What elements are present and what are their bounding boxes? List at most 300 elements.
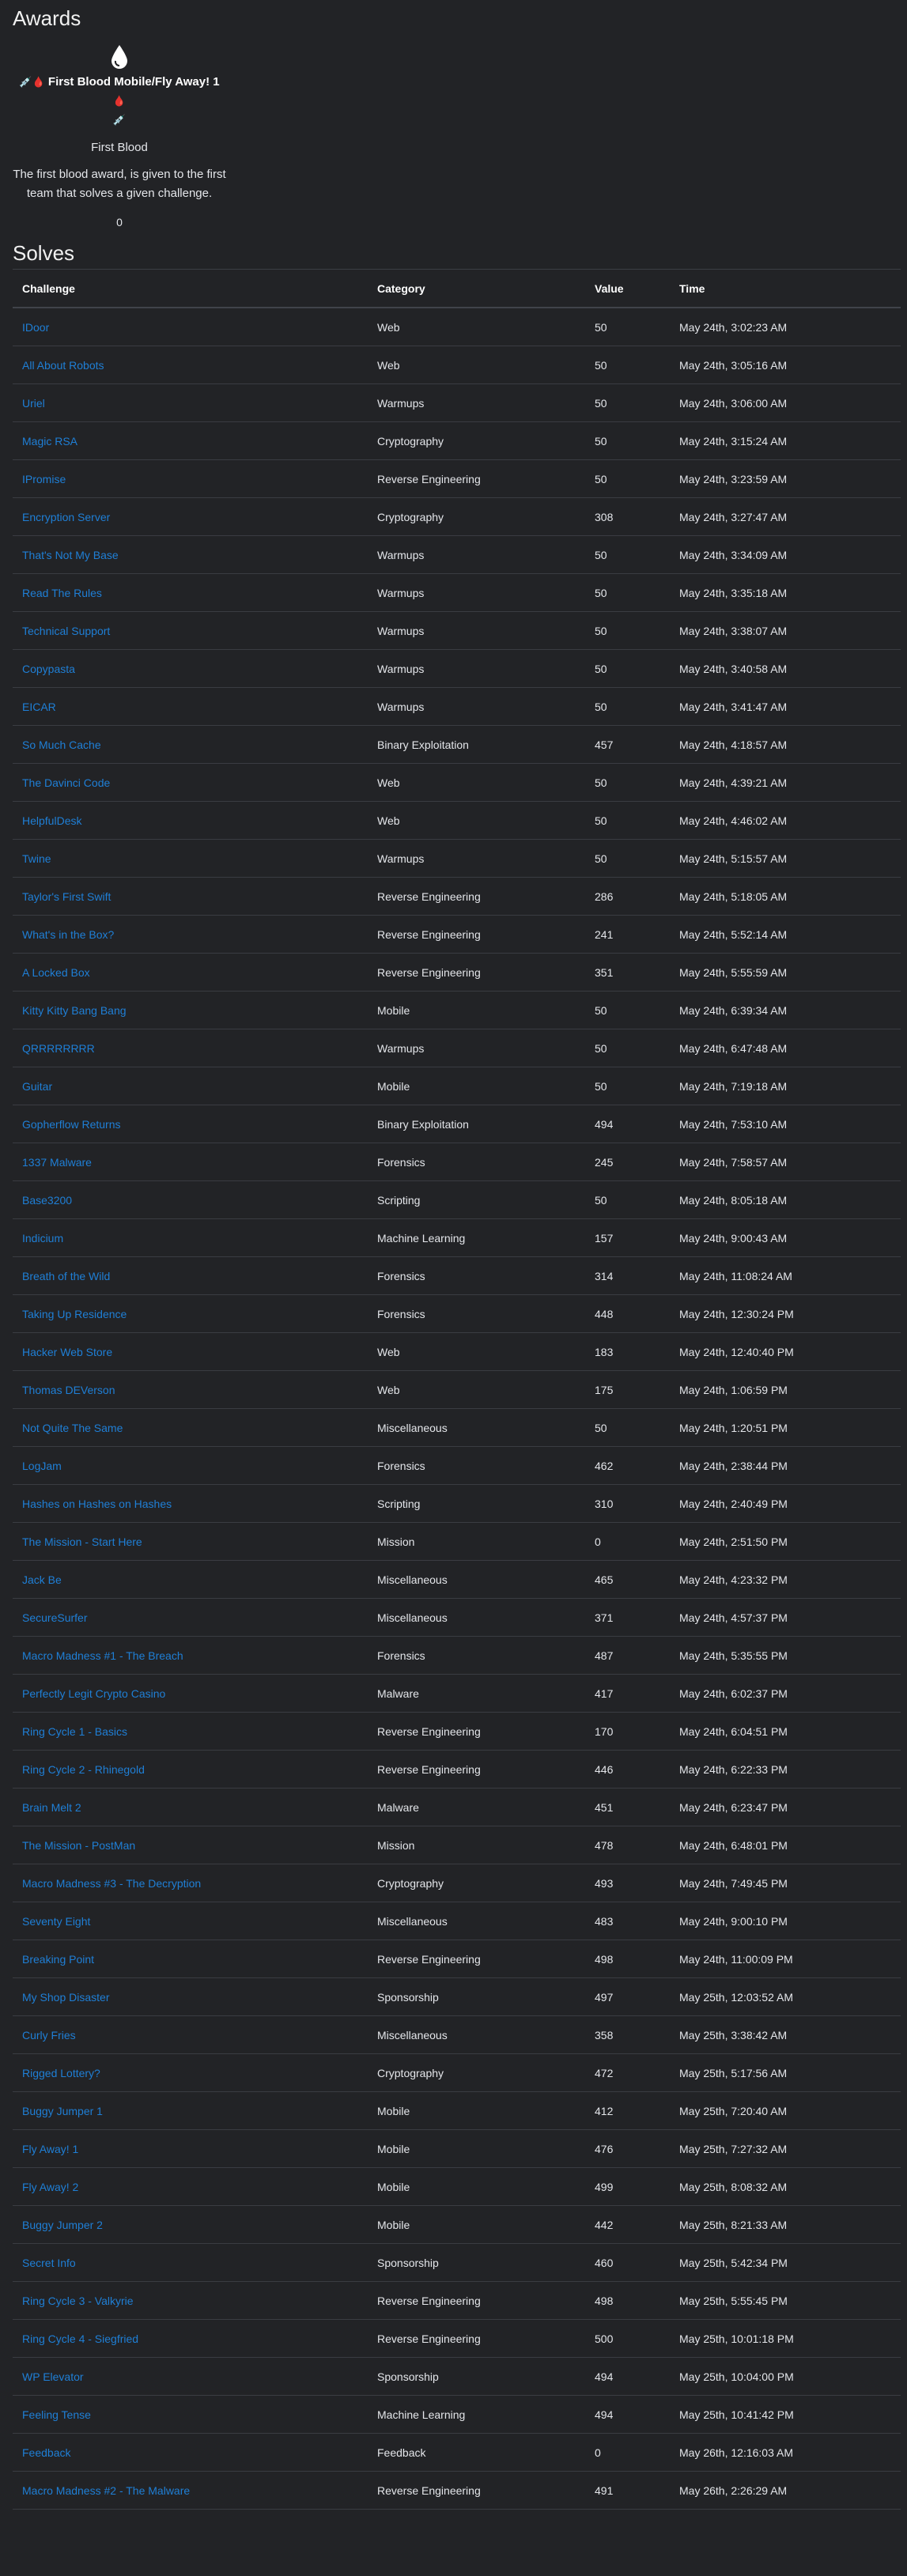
table-row — [13, 346, 901, 384]
challenge-link[interactable]: The Mission - Start Here — [22, 1535, 142, 1548]
challenge-link[interactable]: Seventy Eight — [22, 1914, 91, 1928]
column-header-challenge: Challenge — [13, 270, 368, 308]
value-cell: 487 — [595, 1649, 614, 1662]
value-column-cell — [585, 1067, 670, 1105]
time-column-cell — [670, 2244, 901, 2282]
value-column-cell — [585, 2434, 670, 2472]
value-column-cell — [585, 1561, 670, 1599]
value-cell: 462 — [595, 1459, 614, 1472]
blood-icon: 🩸 — [112, 95, 127, 107]
award-card — [13, 43, 226, 231]
value-cell: 0 — [595, 1535, 601, 1548]
value-cell: 498 — [595, 2294, 614, 2307]
challenge-link[interactable]: Jack Be — [22, 1573, 62, 1586]
value-column-cell — [585, 1902, 670, 1940]
challenge-link[interactable]: Breath of the Wild — [22, 1269, 111, 1282]
challenge-link[interactable]: LogJam — [22, 1459, 62, 1472]
value-column-cell — [585, 536, 670, 574]
time-column-cell — [670, 802, 901, 840]
value-cell: 50 — [595, 1079, 607, 1093]
category-cell: Forensics — [377, 1649, 425, 1662]
challenge-column-cell — [13, 2168, 368, 2206]
value-column-cell — [585, 650, 670, 688]
value-cell: 183 — [595, 1345, 614, 1358]
time-cell: May 24th, 6:04:51 PM — [679, 1724, 788, 1738]
challenge-link[interactable]: All About Robots — [22, 358, 104, 372]
challenge-link[interactable]: WP Elevator — [22, 2370, 84, 2383]
time-cell: May 24th, 6:23:47 PM — [679, 1800, 788, 1814]
value-cell: 50 — [595, 396, 607, 410]
category-column-cell — [368, 574, 585, 612]
value-cell: 494 — [595, 2408, 614, 2421]
category-column-cell — [368, 878, 585, 916]
time-cell: May 24th, 3:05:16 AM — [679, 358, 788, 372]
time-column-cell — [670, 2054, 901, 2092]
challenge-link[interactable]: Ring Cycle 1 - Basics — [22, 1724, 128, 1738]
value-cell: 446 — [595, 1762, 614, 1776]
challenge-link[interactable]: Technical Support — [22, 624, 111, 637]
challenge-link[interactable]: Ring Cycle 4 - Siegfried — [22, 2332, 139, 2345]
time-cell: May 25th, 8:08:32 AM — [679, 2180, 788, 2193]
category-cell: Web — [377, 320, 400, 334]
category-cell: Scripting — [377, 1193, 421, 1207]
value-cell: 491 — [595, 2483, 614, 2497]
challenge-column-cell — [13, 1902, 368, 1940]
challenge-link[interactable]: Thomas DEVerson — [22, 1383, 115, 1396]
time-cell: May 25th, 3:38:42 AM — [679, 2028, 788, 2042]
challenge-link[interactable]: Kitty Kitty Bang Bang — [22, 1003, 127, 1017]
category-column-cell — [368, 1826, 585, 1864]
value-cell: 50 — [595, 358, 607, 372]
category-cell: Warmups — [377, 852, 425, 865]
category-column-cell — [368, 1105, 585, 1143]
value-cell: 50 — [595, 700, 607, 713]
value-column-cell — [585, 1826, 670, 1864]
category-column-cell — [368, 1751, 585, 1788]
table-row — [13, 1295, 901, 1333]
category-column-cell — [368, 1713, 585, 1751]
value-column-cell — [585, 1295, 670, 1333]
time-cell: May 24th, 6:22:33 PM — [679, 1762, 788, 1776]
table-row — [13, 2320, 901, 2358]
time-cell: May 24th, 4:23:32 PM — [679, 1573, 788, 1586]
table-row — [13, 2472, 901, 2510]
category-cell: Cryptography — [377, 1876, 444, 1890]
time-cell: May 24th, 9:00:10 PM — [679, 1914, 788, 1928]
value-column-cell — [585, 308, 670, 346]
value-cell: 465 — [595, 1573, 614, 1586]
time-column-cell — [670, 764, 901, 802]
challenge-link[interactable]: IDoor — [22, 320, 50, 334]
value-column-cell — [585, 2168, 670, 2206]
table-row — [13, 460, 901, 498]
time-column-cell — [670, 1940, 901, 1978]
value-cell: 245 — [595, 1155, 614, 1169]
time-cell: May 24th, 3:15:24 AM — [679, 434, 788, 448]
syringe-icon: 💉 — [112, 114, 127, 126]
category-column-cell — [368, 1788, 585, 1826]
table-row — [13, 2244, 901, 2282]
category-cell: Miscellaneous — [377, 1573, 448, 1586]
challenge-link[interactable]: Feeling Tense — [22, 2408, 91, 2421]
time-cell: May 24th, 3:35:18 AM — [679, 586, 788, 599]
value-cell: 498 — [595, 1952, 614, 1966]
value-column-cell — [585, 1105, 670, 1143]
challenge-link[interactable]: Taylor's First Swift — [22, 890, 111, 903]
challenge-column-cell — [13, 1333, 368, 1371]
time-cell: May 25th, 5:42:34 PM — [679, 2256, 788, 2269]
category-cell: Binary Exploitation — [377, 738, 469, 751]
value-cell: 286 — [595, 890, 614, 903]
time-column-cell — [670, 2130, 901, 2168]
challenge-link[interactable]: A Locked Box — [22, 965, 90, 979]
time-column-cell — [670, 840, 901, 878]
category-cell: Cryptography — [377, 510, 444, 523]
challenge-link[interactable]: The Davinci Code — [22, 776, 111, 789]
category-column-cell — [368, 1523, 585, 1561]
time-cell: May 24th, 6:39:34 AM — [679, 1003, 788, 1017]
time-column-cell — [670, 574, 901, 612]
category-column-cell — [368, 1978, 585, 2016]
value-column-cell — [585, 384, 670, 422]
challenge-column-cell — [13, 1409, 368, 1447]
table-row — [13, 2168, 901, 2206]
value-column-cell — [585, 612, 670, 650]
category-column-cell — [368, 1409, 585, 1447]
challenge-column-cell — [13, 1599, 368, 1637]
category-cell: Mission — [377, 1838, 415, 1852]
time-cell: May 24th, 3:23:59 AM — [679, 472, 788, 485]
challenge-link[interactable]: 1337 Malware — [22, 1155, 92, 1169]
category-column-cell — [368, 916, 585, 954]
time-column-cell — [670, 2206, 901, 2244]
table-row — [13, 574, 901, 612]
category-cell: Cryptography — [377, 2066, 444, 2079]
value-cell: 494 — [595, 2370, 614, 2383]
category-cell: Warmups — [377, 624, 425, 637]
category-column-cell — [368, 1295, 585, 1333]
value-cell: 0 — [595, 2446, 601, 2459]
challenge-link[interactable]: Feedback — [22, 2446, 71, 2459]
challenge-link[interactable]: QRRRRRRRR — [22, 1041, 95, 1055]
category-cell: Reverse Engineering — [377, 2294, 481, 2307]
table-row — [13, 1485, 901, 1523]
challenge-link[interactable]: Gopherflow Returns — [22, 1117, 121, 1131]
category-column-cell — [368, 2244, 585, 2282]
category-cell: Machine Learning — [377, 2408, 466, 2421]
challenge-link[interactable]: Copypasta — [22, 662, 75, 675]
time-column-cell — [670, 1523, 901, 1561]
value-cell: 50 — [595, 586, 607, 599]
value-cell: 351 — [595, 965, 614, 979]
category-column-cell — [368, 2016, 585, 2054]
challenge-column-cell — [13, 840, 368, 878]
time-cell: May 24th, 12:30:24 PM — [679, 1307, 794, 1320]
time-cell: May 24th, 3:38:07 AM — [679, 624, 788, 637]
value-cell: 50 — [595, 662, 607, 675]
table-row — [13, 1143, 901, 1181]
value-column-cell — [585, 2016, 670, 2054]
value-column-cell — [585, 1675, 670, 1713]
category-column-cell — [368, 1257, 585, 1295]
challenge-link[interactable]: Macro Madness #2 - The Malware — [22, 2483, 191, 2497]
table-row — [13, 1788, 901, 1826]
time-column-cell — [670, 2016, 901, 2054]
challenge-link[interactable]: Taking Up Residence — [22, 1307, 127, 1320]
category-column-cell — [368, 840, 585, 878]
time-column-cell — [670, 2434, 901, 2472]
challenge-link[interactable]: Hacker Web Store — [22, 1345, 113, 1358]
value-column-cell — [585, 1523, 670, 1561]
challenge-column-cell — [13, 1751, 368, 1788]
time-column-cell — [670, 1978, 901, 2016]
challenge-link[interactable]: Breaking Point — [22, 1952, 95, 1966]
challenge-link[interactable]: Macro Madness #1 - The Breach — [22, 1649, 183, 1662]
time-cell: May 24th, 1:20:51 PM — [679, 1421, 788, 1434]
challenge-column-cell — [13, 1561, 368, 1599]
value-cell: 460 — [595, 2256, 614, 2269]
table-row — [13, 2434, 901, 2472]
time-cell: May 24th, 5:52:14 AM — [679, 927, 788, 941]
time-column-cell — [670, 878, 901, 916]
value-cell: 157 — [595, 1231, 614, 1245]
challenge-link[interactable]: Curly Fries — [22, 2028, 76, 2042]
category-column-cell — [368, 612, 585, 650]
category-cell: Mission — [377, 1535, 415, 1548]
challenge-link[interactable]: Uriel — [22, 396, 45, 410]
value-column-cell — [585, 1333, 670, 1371]
category-column-cell — [368, 688, 585, 726]
challenge-column-cell — [13, 2472, 368, 2510]
time-column-cell — [670, 498, 901, 536]
value-cell: 50 — [595, 434, 607, 448]
table-row — [13, 612, 901, 650]
value-column-cell — [585, 1978, 670, 2016]
category-cell: Sponsorship — [377, 1990, 439, 2004]
time-column-cell — [670, 1788, 901, 1826]
time-column-cell — [670, 650, 901, 688]
category-cell: Mobile — [377, 2104, 410, 2117]
table-row — [13, 2396, 901, 2434]
time-cell: May 24th, 5:35:55 PM — [679, 1649, 788, 1662]
blood-drop-icon — [13, 43, 226, 70]
category-column-cell — [368, 1219, 585, 1257]
table-row — [13, 1257, 901, 1295]
table-row — [13, 764, 901, 802]
table-row — [13, 1978, 901, 2016]
value-column-cell — [585, 1409, 670, 1447]
category-cell: Warmups — [377, 662, 425, 675]
value-cell: 371 — [595, 1611, 614, 1624]
time-column-cell — [670, 726, 901, 764]
category-cell: Machine Learning — [377, 1231, 466, 1245]
challenge-column-cell — [13, 2054, 368, 2092]
award-name: First Blood Mobile/Fly Away! 1 — [47, 75, 220, 89]
value-column-cell — [585, 1029, 670, 1067]
challenge-link[interactable]: Base3200 — [22, 1193, 73, 1207]
time-column-cell — [670, 422, 901, 460]
challenge-link[interactable]: Macro Madness #3 - The Decryption — [22, 1876, 202, 1890]
challenge-column-cell — [13, 802, 368, 840]
challenge-column-cell — [13, 2130, 368, 2168]
time-cell: May 25th, 7:27:32 AM — [679, 2142, 788, 2155]
value-cell: 50 — [595, 852, 607, 865]
challenge-link[interactable]: Ring Cycle 3 - Valkyrie — [22, 2294, 134, 2307]
category-column-cell — [368, 2396, 585, 2434]
value-column-cell — [585, 2320, 670, 2358]
value-column-cell — [585, 1181, 670, 1219]
time-column-cell — [670, 1561, 901, 1599]
time-cell: May 24th, 3:02:23 AM — [679, 320, 788, 334]
category-column-cell — [368, 1599, 585, 1637]
value-column-cell — [585, 2282, 670, 2320]
time-column-cell — [670, 688, 901, 726]
table-row — [13, 2358, 901, 2396]
category-column-cell — [368, 1675, 585, 1713]
time-cell: May 26th, 12:16:03 AM — [679, 2446, 793, 2459]
table-row — [13, 2054, 901, 2092]
category-cell: Scripting — [377, 1497, 421, 1510]
challenge-link[interactable]: Brain Melt 2 — [22, 1800, 81, 1814]
time-cell: May 24th, 9:00:43 AM — [679, 1231, 788, 1245]
category-column-cell — [368, 2206, 585, 2244]
value-cell: 50 — [595, 1421, 607, 1434]
challenge-column-cell — [13, 2320, 368, 2358]
time-column-cell — [670, 536, 901, 574]
table-row — [13, 2092, 901, 2130]
value-cell: 478 — [595, 1838, 614, 1852]
time-column-cell — [670, 1257, 901, 1295]
table-row — [13, 1181, 901, 1219]
column-header-category: Category — [368, 270, 585, 308]
time-column-cell — [670, 1219, 901, 1257]
category-column-cell — [368, 422, 585, 460]
challenge-link[interactable]: Read The Rules — [22, 586, 102, 599]
award-value: 0 — [116, 216, 123, 229]
challenge-column-cell — [13, 2244, 368, 2282]
challenge-column-cell — [13, 1029, 368, 1067]
challenge-link[interactable]: HelpfulDesk — [22, 814, 82, 827]
challenge-link[interactable]: Fly Away! 1 — [22, 2142, 79, 2155]
challenge-link[interactable]: Perfectly Legit Crypto Casino — [22, 1686, 166, 1700]
time-cell: May 25th, 10:41:42 PM — [679, 2408, 794, 2421]
value-column-cell — [585, 1751, 670, 1788]
time-cell: May 24th, 7:49:45 PM — [679, 1876, 788, 1890]
award-description: The first blood award, is given to the first team that solves a given challenge. — [13, 168, 226, 200]
time-cell: May 24th, 8:05:18 AM — [679, 1193, 788, 1207]
challenge-link[interactable]: Twine — [22, 852, 51, 865]
challenge-column-cell — [13, 2092, 368, 2130]
challenge-link[interactable]: Fly Away! 2 — [22, 2180, 79, 2193]
table-row — [13, 802, 901, 840]
category-column-cell — [368, 802, 585, 840]
challenge-link[interactable]: Guitar — [22, 1079, 53, 1093]
table-row — [13, 1637, 901, 1675]
challenge-link[interactable]: Buggy Jumper 1 — [22, 2104, 103, 2117]
time-cell: May 25th, 12:03:52 AM — [679, 1990, 793, 2004]
category-cell: Miscellaneous — [377, 1421, 448, 1434]
table-row — [13, 384, 901, 422]
value-column-cell — [585, 1485, 670, 1523]
category-cell: Reverse Engineering — [377, 927, 481, 941]
category-cell: Warmups — [377, 548, 425, 561]
time-column-cell — [670, 1826, 901, 1864]
challenge-column-cell — [13, 1940, 368, 1978]
table-row — [13, 1447, 901, 1485]
challenge-column-cell — [13, 1181, 368, 1219]
challenge-link[interactable]: Encryption Server — [22, 510, 111, 523]
challenge-column-cell — [13, 764, 368, 802]
category-column-cell — [368, 1181, 585, 1219]
table-row — [13, 1940, 901, 1978]
time-column-cell — [670, 1371, 901, 1409]
challenge-column-cell — [13, 954, 368, 991]
category-cell: Malware — [377, 1686, 419, 1700]
category-cell: Sponsorship — [377, 2370, 439, 2383]
category-cell: Reverse Engineering — [377, 472, 481, 485]
challenge-link[interactable]: Indicium — [22, 1231, 64, 1245]
challenge-link[interactable]: Buggy Jumper 2 — [22, 2218, 103, 2231]
category-cell: Reverse Engineering — [377, 1724, 481, 1738]
time-column-cell — [670, 2396, 901, 2434]
category-column-cell — [368, 308, 585, 346]
challenge-link[interactable]: The Mission - PostMan — [22, 1838, 136, 1852]
value-column-cell — [585, 574, 670, 612]
challenge-column-cell — [13, 991, 368, 1029]
time-cell: May 24th, 6:47:48 AM — [679, 1041, 788, 1055]
column-header-time: Time — [670, 270, 901, 308]
challenge-column-cell — [13, 1295, 368, 1333]
table-row — [13, 1029, 901, 1067]
challenge-link[interactable]: Ring Cycle 2 - Rhinegold — [22, 1762, 145, 1776]
value-column-cell — [585, 991, 670, 1029]
challenge-link[interactable]: SecureSurfer — [22, 1611, 88, 1624]
category-column-cell — [368, 726, 585, 764]
value-cell: 50 — [595, 320, 607, 334]
challenge-link[interactable]: My Shop Disaster — [22, 1990, 110, 2004]
challenge-link[interactable]: Rigged Lottery? — [22, 2066, 100, 2079]
challenge-link[interactable]: Magic RSA — [22, 434, 78, 448]
challenge-link[interactable]: So Much Cache — [22, 738, 101, 751]
table-row — [13, 1105, 901, 1143]
challenge-link[interactable]: What's in the Box? — [22, 927, 115, 941]
time-cell: May 24th, 3:41:47 AM — [679, 700, 788, 713]
challenge-link[interactable]: Secret Info — [22, 2256, 76, 2269]
challenge-link[interactable]: That's Not My Base — [22, 548, 119, 561]
challenge-link[interactable]: EICAR — [22, 700, 56, 713]
time-cell: May 24th, 1:06:59 PM — [679, 1383, 788, 1396]
challenge-link[interactable]: Hashes on Hashes on Hashes — [22, 1497, 172, 1510]
category-column-cell — [368, 460, 585, 498]
table-row — [13, 1751, 901, 1788]
category-cell: Reverse Engineering — [377, 1952, 481, 1966]
time-column-cell — [670, 916, 901, 954]
category-column-cell — [368, 991, 585, 1029]
challenge-column-cell — [13, 1447, 368, 1485]
time-column-cell — [670, 1447, 901, 1485]
value-column-cell — [585, 2092, 670, 2130]
value-cell: 442 — [595, 2218, 614, 2231]
category-column-cell — [368, 1333, 585, 1371]
value-cell: 448 — [595, 1307, 614, 1320]
value-cell: 451 — [595, 1800, 614, 1814]
challenge-column-cell — [13, 1105, 368, 1143]
challenge-link[interactable]: IPromise — [22, 472, 66, 485]
category-cell: Miscellaneous — [377, 1914, 448, 1928]
challenge-column-cell — [13, 1371, 368, 1409]
challenge-link[interactable]: Not Quite The Same — [22, 1421, 123, 1434]
time-cell: May 24th, 2:38:44 PM — [679, 1459, 788, 1472]
